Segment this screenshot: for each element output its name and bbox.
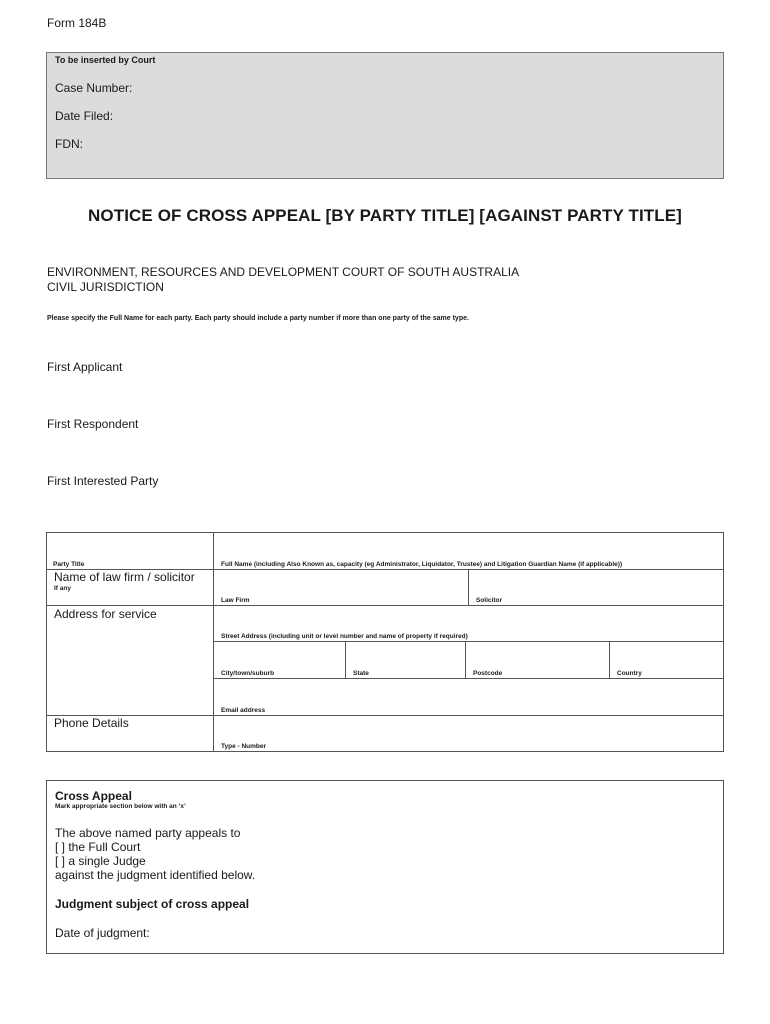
court-name: ENVIRONMENT, RESOURCES AND DEVELOPMENT COURT OF SOUTH AUSTRALIA [47,265,520,279]
law-firm-label: Law Firm [221,597,250,604]
appeal-intro: The above named party appeals to [55,826,241,840]
full-name-label: Full Name (including Also Known as, capacity (eg Administrator, Liquidator, Trustee) and Litigation Guardian Name (if applicable)) [221,561,623,568]
date-filed-label: Date Filed: [55,109,114,123]
phone-heading: Phone Details [54,716,129,730]
type-number-label: Type - Number [221,743,267,750]
street-address-label: Street Address (including unit or level number and name of property if required) [221,633,468,640]
option-full-court[interactable]: [ ] the Full Court [55,840,141,854]
form-number: Form 184B [47,16,107,30]
party-title-label: Party Title [53,561,85,568]
party-instruction: Please specify the Full Name for each party. Each party should include a party number if more than one party of the same type. [47,315,469,322]
fdn-label: FDN: [55,137,83,151]
row-divider [47,715,723,716]
cell-divider [609,641,610,678]
city-label: City/town/suburb [221,670,275,677]
court-heading [47,265,519,295]
postcode-label: Postcode [473,670,503,677]
if-any-label: If any [54,585,71,592]
document-title: NOTICE OF CROSS APPEAL [BY PARTY TITLE] [AGAINST PARTY TITLE] [88,206,682,225]
country-label: Country [617,670,642,677]
cell-divider [468,569,469,605]
row-divider [213,678,723,679]
court-use-header: To be inserted by Court [55,55,156,65]
party-first-interested: First Interested Party [47,474,159,488]
address-heading: Address for service [54,607,157,621]
appeal-outro: against the judgment identified below. [55,868,256,882]
party-first-respondent: First Respondent [47,417,139,431]
option-single-judge[interactable]: [ ] a single Judge [55,854,146,868]
solicitor-label: Solicitor [476,597,503,604]
law-firm-heading: Name of law firm / solicitor [54,570,195,584]
case-number-label: Case Number: [55,81,133,95]
cross-appeal-box [46,780,724,954]
judgment-heading: Judgment subject of cross appeal [55,897,250,911]
row-divider [47,605,723,606]
court-jurisdiction: CIVIL JURISDICTION [47,280,164,294]
row-divider [213,641,723,642]
state-label: State [353,670,369,677]
party-details-table [46,532,724,752]
cross-appeal-instruction: Mark appropriate section below with an ‘x’ [55,803,186,810]
party-first-applicant: First Applicant [47,360,123,374]
date-of-judgment-label: Date of judgment: [55,926,150,940]
cross-appeal-heading: Cross Appeal [55,789,132,803]
cell-divider [345,641,346,678]
cell-divider [465,641,466,678]
column-divider [213,533,214,751]
court-use-box [46,52,724,179]
email-label: Email address [221,707,266,714]
